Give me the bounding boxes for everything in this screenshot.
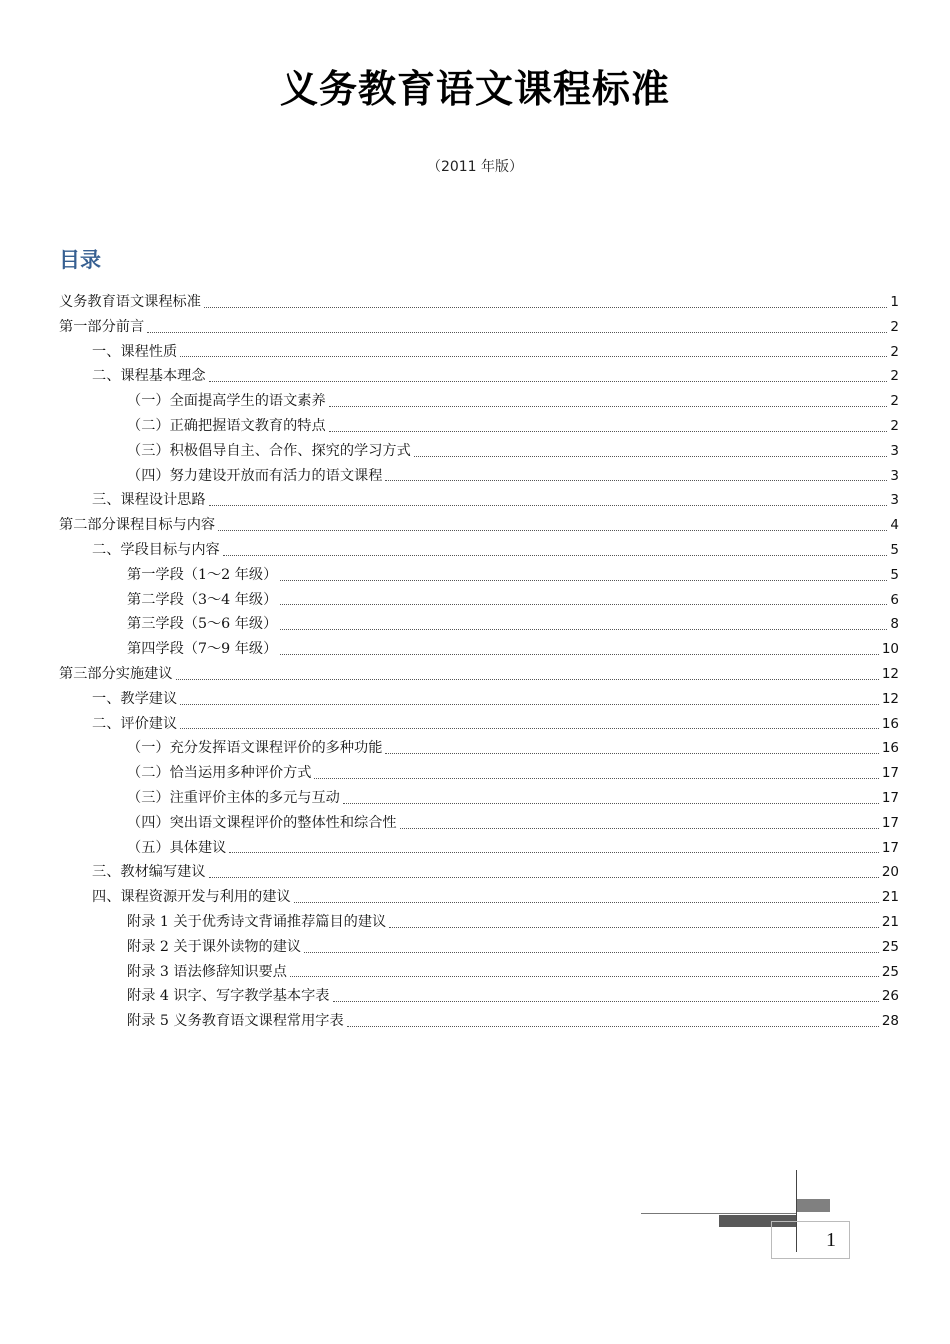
toc-dot-leader [385,480,887,481]
toc-entry-page: 17 [881,839,899,856]
toc-entry[interactable] [59,439,899,464]
toc-entry-page: 3 [890,492,899,509]
toc-entry-title: （三）积极倡导自主、合作、探究的学习方式 [127,442,411,459]
toc-dot-leader [329,431,888,432]
page-number-box [771,1221,850,1259]
toc-entry-title: 四、课程资源开发与利用的建议 [92,889,291,906]
toc-entry[interactable] [59,935,899,960]
toc-dot-leader [176,679,879,680]
toc-entry-title: （四）努力建设开放而有活力的语文课程 [127,467,383,484]
toc-entry-page: 16 [881,715,899,732]
toc-entry-page: 25 [881,963,899,980]
toc-entry[interactable] [59,984,899,1009]
toc-dot-leader [229,852,878,853]
toc-entry[interactable] [59,290,899,315]
toc-entry-page: 17 [881,814,899,831]
toc-dot-leader [280,629,887,630]
document-subtitle: （2011 年版） [426,159,524,175]
toc-entry[interactable] [59,588,899,613]
toc-entry-title: （三）注重评价主体的多元与互动 [127,789,340,806]
toc-entry-title: 第四学段（7～9 年级） [127,641,278,658]
toc-entry-page: 2 [890,417,899,434]
toc-dot-leader [294,902,879,903]
toc-entry[interactable] [59,538,899,563]
toc-entry-page: 17 [881,789,899,806]
toc-entry-title: 第三部分实施建议 [59,665,173,682]
toc-entry-title: 二、学段目标与内容 [92,541,220,558]
toc-dot-leader [333,1001,879,1002]
toc-entry[interactable] [59,612,899,637]
toc-dot-leader [304,952,879,953]
toc-dot-leader [204,307,888,308]
toc-entry[interactable] [59,488,899,513]
toc-entry[interactable] [59,712,899,737]
toc-entry-page: 3 [890,467,899,484]
toc-dot-leader [147,332,887,333]
toc-entry[interactable] [59,687,899,712]
toc-entry-title: 附录 1 关于优秀诗文背诵推荐篇目的建议 [127,913,387,930]
toc-dot-leader [400,828,879,829]
toc-entry-page: 5 [890,566,899,583]
toc-dot-leader [389,927,879,928]
toc-entry[interactable] [59,364,899,389]
toc-entry[interactable] [59,860,899,885]
toc-entry-page: 21 [881,889,899,906]
toc-entry-page: 28 [881,1013,899,1030]
toc-entry-title: （一）充分发挥语文课程评价的多种功能 [127,740,383,757]
toc-entry[interactable] [59,340,899,365]
toc-entry[interactable] [59,464,899,489]
toc-entry-page: 3 [890,442,899,459]
toc-entry-title: 第一学段（1～2 年级） [127,566,278,583]
toc-entry[interactable] [59,513,899,538]
toc-entry-title: （五）具体建议 [127,839,227,856]
toc-entry-title: 一、教学建议 [92,690,178,707]
document-title: 义务教育语文课程标准 [279,66,670,111]
toc-entry[interactable] [59,1009,899,1034]
toc-entry[interactable] [59,662,899,687]
toc-dot-leader [347,1026,879,1027]
toc-dot-leader [180,728,879,729]
toc-entry[interactable] [59,811,899,836]
toc-entry-page: 8 [890,616,899,633]
toc-entry-page: 12 [881,665,899,682]
toc-entry[interactable] [59,736,899,761]
footer-decoration-line [641,1213,797,1214]
toc-dot-leader [280,604,887,605]
toc-entry[interactable] [59,960,899,985]
page-number: 1 [826,1229,836,1251]
toc-entry[interactable] [59,910,899,935]
toc-entry-page: 2 [890,343,899,360]
toc-entry-page: 21 [881,913,899,930]
toc-entry-title: 第二学段（3～4 年级） [127,591,278,608]
toc-entry[interactable] [59,414,899,439]
toc-dot-leader [218,530,887,531]
toc-entry-title: 三、课程设计思路 [92,492,206,509]
toc-entry-page: 26 [881,988,899,1005]
toc-entry-title: （二）恰当运用多种评价方式 [127,765,312,782]
toc-entry-page: 25 [881,938,899,955]
toc-dot-leader [180,356,887,357]
toc-entry-page: 5 [890,541,899,558]
toc-entry-title: 二、课程基本理念 [92,368,206,385]
toc-entry-page: 2 [890,393,899,410]
toc-dot-leader [314,778,878,779]
toc-heading: 目录 [59,248,101,272]
toc-entry-page: 16 [881,740,899,757]
toc-entry-title: 二、评价建议 [92,715,178,732]
toc-entry-page: 1 [890,294,899,310]
toc-entry[interactable] [59,315,899,340]
toc-dot-leader [329,406,888,407]
toc-entry-title: 第一部分前言 [59,318,145,335]
toc-entry-title: 附录 2 关于课外读物的建议 [127,938,302,955]
toc-dot-leader [280,654,879,655]
table-of-contents [59,290,899,1034]
toc-entry-title: 一、课程性质 [92,343,178,360]
toc-dot-leader [385,753,878,754]
toc-entry-page: 20 [881,864,899,881]
toc-entry-page: 6 [890,591,899,608]
toc-entry-page: 4 [890,517,899,534]
toc-entry-title: 附录 4 识字、写字教学基本字表 [127,988,330,1005]
toc-entry-title: （四）突出语文课程评价的整体性和综合性 [127,814,397,831]
toc-dot-leader [209,877,879,878]
toc-entry-page: 2 [890,318,899,335]
footer-decoration-block [797,1199,830,1212]
toc-entry[interactable] [59,836,899,861]
toc-entry[interactable] [59,761,899,786]
toc-entry-title: 三、教材编写建议 [92,864,206,881]
toc-dot-leader [414,456,888,457]
toc-entry[interactable] [59,563,899,588]
toc-dot-leader [290,976,879,977]
toc-entry-title: 附录 3 语法修辞知识要点 [127,963,287,980]
toc-entry-page: 10 [881,641,899,658]
toc-dot-leader [209,381,888,382]
toc-entry[interactable] [59,389,899,414]
toc-entry-page: 2 [890,368,899,385]
toc-entry-page: 17 [881,765,899,782]
toc-entry-page: 12 [881,690,899,707]
toc-entry-title: 第二部分课程目标与内容 [59,517,216,534]
toc-entry-title: 义务教育语文课程标准 [59,294,201,310]
toc-entry-title: （二）正确把握语文教育的特点 [127,417,326,434]
toc-entry-title: （一）全面提高学生的语文素养 [127,393,326,410]
toc-entry-title: 附录 5 义务教育语文课程常用字表 [127,1013,344,1030]
toc-entry[interactable] [59,786,899,811]
toc-dot-leader [180,704,879,705]
toc-entry[interactable] [59,885,899,910]
toc-dot-leader [223,555,888,556]
toc-entry[interactable] [59,637,899,662]
toc-dot-leader [343,803,879,804]
toc-dot-leader [280,580,887,581]
toc-dot-leader [209,505,888,506]
toc-entry-title: 第三学段（5～6 年级） [127,616,278,633]
